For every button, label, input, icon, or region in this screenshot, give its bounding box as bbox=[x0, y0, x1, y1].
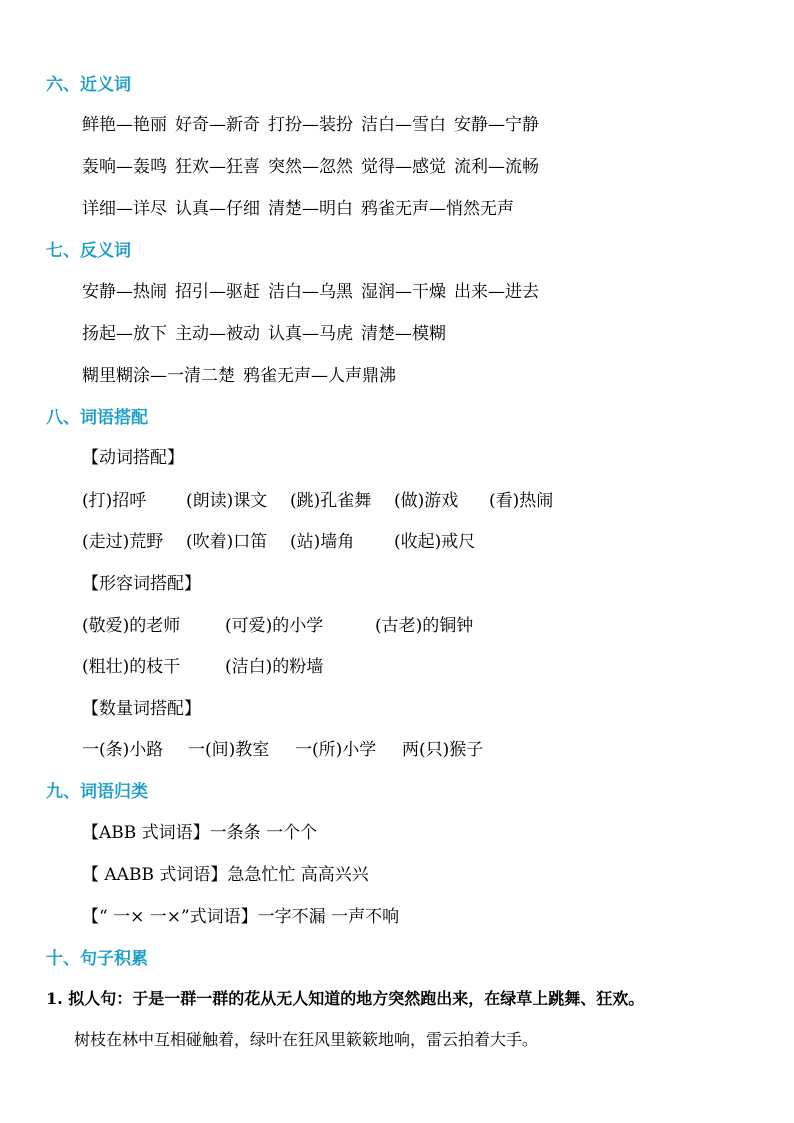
word-pair: 觉得—感觉 bbox=[361, 157, 446, 177]
collocation-item: 一(间)教室 bbox=[188, 740, 270, 760]
section-antonyms-title: 七、反义词 bbox=[46, 241, 131, 261]
verb-collocation-label: 【动词搭配】 bbox=[82, 448, 184, 468]
collocation-item: 一(条)小路 bbox=[82, 740, 164, 760]
antonym-line-1 bbox=[82, 277, 547, 302]
collocation-item: (看)热闹 bbox=[489, 491, 554, 511]
collocation-item: (跳)孔雀舞 bbox=[290, 491, 372, 511]
sentence-item-1-continued: 树枝在林中互相碰触着，绿叶在狂风里簌簌地响，雷云拍着大手。 bbox=[74, 1030, 539, 1049]
word-pair: 洁白—雪白 bbox=[361, 115, 446, 135]
word-pair: 鸦雀无声—人声鼎沸 bbox=[243, 366, 396, 386]
word-pair: 认真—仔细 bbox=[175, 199, 260, 219]
adjective-collocation-label: 【形容词搭配】 bbox=[82, 574, 201, 594]
word-pair: 突然—忽然 bbox=[268, 157, 353, 177]
aabb-words-line: 【 AABB 式词语】急急忙忙 高高兴兴 bbox=[82, 865, 369, 885]
collocation-item: (可爱)的小学 bbox=[225, 616, 324, 636]
word-pair: 主动—被动 bbox=[175, 324, 260, 344]
synonym-line-3 bbox=[82, 194, 522, 219]
word-pair: 鸦雀无声—悄然无声 bbox=[361, 199, 514, 219]
collocation-item: (洁白)的粉墙 bbox=[225, 657, 324, 677]
section-collocation-title: 八、词语搭配 bbox=[46, 408, 148, 428]
word-pair: 出来—进去 bbox=[454, 282, 539, 302]
collocation-item: 一(所)小学 bbox=[295, 740, 377, 760]
antonym-line-3 bbox=[82, 361, 404, 386]
collocation-item: (朗读)课文 bbox=[186, 491, 268, 511]
word-pair: 好奇—新奇 bbox=[175, 115, 260, 135]
collocation-item: (站)墙角 bbox=[290, 532, 355, 552]
collocation-item: (收起)戒尺 bbox=[394, 532, 476, 552]
yi-yi-words-line: 【“ 一× 一×”式词语】一字不漏 一声不响 bbox=[82, 907, 400, 927]
word-pair: 详细—详尽 bbox=[82, 199, 167, 219]
collocation-item: (吹着)口笛 bbox=[186, 532, 268, 552]
collocation-item: (敬爱)的老师 bbox=[82, 616, 181, 636]
section-classification-title: 九、词语归类 bbox=[46, 782, 148, 802]
word-pair: 糊里糊涂—一清二楚 bbox=[82, 366, 235, 386]
word-pair: 安静—热闹 bbox=[82, 282, 167, 302]
sentence-item-1: 1. 拟人句：于是一群一群的花从无人知道的地方突然跑出来，在绿草上跳舞、狂欢。 bbox=[46, 989, 645, 1008]
collocation-item: (走过)荒野 bbox=[82, 532, 164, 552]
section-synonyms-title: 六、近义词 bbox=[46, 75, 131, 95]
word-pair: 流利—流畅 bbox=[454, 157, 539, 177]
word-pair: 轰响—轰鸣 bbox=[82, 157, 167, 177]
section-sentences-title: 十、句子积累 bbox=[46, 949, 148, 969]
collocation-item: (打)招呼 bbox=[82, 491, 147, 511]
word-pair: 鲜艳—艳丽 bbox=[82, 115, 167, 135]
word-pair: 洁白—乌黑 bbox=[268, 282, 353, 302]
collocation-item: (古老)的铜钟 bbox=[375, 616, 474, 636]
collocation-item: (粗壮)的枝干 bbox=[82, 657, 181, 677]
word-pair: 招引—驱赶 bbox=[175, 282, 260, 302]
synonym-line-2 bbox=[82, 152, 547, 177]
quantifier-collocation-label: 【数量词搭配】 bbox=[82, 699, 201, 719]
word-pair: 认真—马虎 bbox=[268, 324, 353, 344]
word-pair: 狂欢—狂喜 bbox=[175, 157, 260, 177]
word-pair: 安静—宁静 bbox=[454, 115, 539, 135]
word-pair: 打扮—装扮 bbox=[268, 115, 353, 135]
word-pair: 清楚—明白 bbox=[268, 199, 353, 219]
word-pair: 湿润—干燥 bbox=[361, 282, 446, 302]
antonym-line-2 bbox=[82, 319, 454, 344]
word-pair: 扬起—放下 bbox=[82, 324, 167, 344]
collocation-item: 两(只)猴子 bbox=[402, 740, 484, 760]
word-pair: 清楚—模糊 bbox=[361, 324, 446, 344]
synonym-line-1 bbox=[82, 110, 547, 135]
collocation-item: (做)游戏 bbox=[394, 491, 459, 511]
abb-words-line: 【ABB 式词语】一条条 一个个 bbox=[82, 823, 318, 843]
